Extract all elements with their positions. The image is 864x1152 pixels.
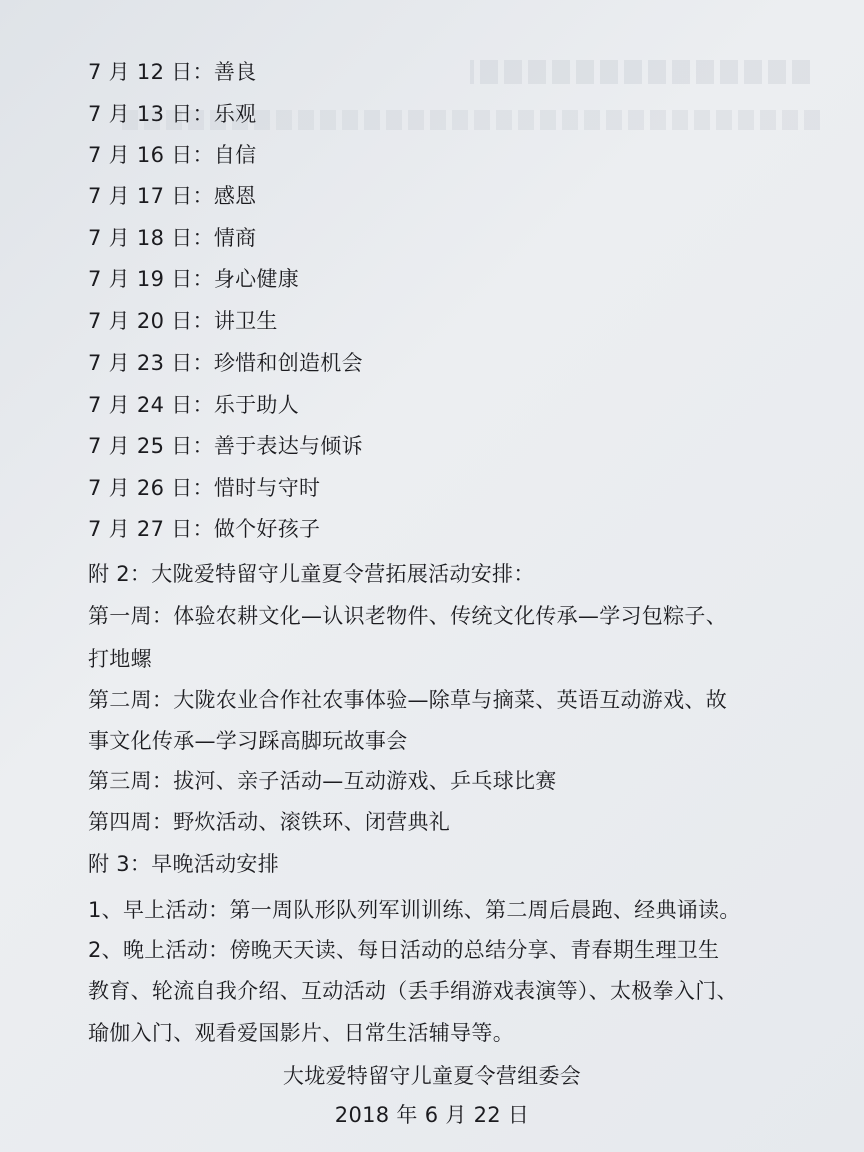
schedule-item: 7 月 19 日：身心健康 (88, 267, 300, 291)
appendix3-evening-line3: 瑜伽入门、观看爱国影片、日常生活辅导等。 (88, 1021, 514, 1045)
appendix3-title: 附 3：早晚活动安排 (88, 852, 280, 876)
signature-organization: 大垅爱特留守儿童夏令营组委会 (282, 1064, 582, 1088)
schedule-item: 7 月 16 日：自信 (88, 143, 257, 167)
appendix2-week1-line1: 第一周：体验农耕文化—认识老物件、传统文化传承—学习包粽子、 (88, 604, 727, 628)
appendix2-week2-line2: 事文化传承—学习踩高脚玩故事会 (88, 729, 408, 753)
schedule-item: 7 月 17 日：感恩 (88, 184, 257, 208)
appendix2-week3: 第三周：拔河、亲子活动—互动游戏、乒乓球比赛 (88, 769, 557, 793)
appendix2-week1-line2: 打地螺 (88, 647, 152, 671)
appendix3-morning: 1、早上活动：第一周队形队列军训训练、第二周后晨跑、经典诵读。 (88, 898, 741, 922)
appendix2-title: 附 2：大陇爱特留守儿童夏令营拓展活动安排： (88, 562, 535, 586)
schedule-item: 7 月 12 日：善良 (88, 60, 257, 84)
schedule-item: 7 月 26 日：惜时与守时 (88, 476, 321, 500)
schedule-item: 7 月 27 日：做个好孩子 (88, 517, 321, 541)
appendix3-evening-line1: 2、晚上活动：傍晚天天读、每日活动的总结分享、青春期生理卫生 (88, 938, 720, 962)
appendix2-week2-line1: 第二周：大陇农业合作社农事体验—除草与摘菜、英语互动游戏、故 (88, 688, 727, 712)
schedule-item: 7 月 20 日：讲卫生 (88, 309, 278, 333)
signature-date: 2018 年 6 月 22 日 (334, 1103, 530, 1127)
appendix2-week4: 第四周：野炊活动、滚铁环、闭营典礼 (88, 810, 451, 834)
schedule-item: 7 月 23 日：珍惜和创造机会 (88, 351, 363, 375)
appendix3-evening-line2: 教育、轮流自我介绍、互动活动（丢手绢游戏表演等）、太极拳入门、 (88, 979, 738, 1003)
schedule-item: 7 月 13 日：乐观 (88, 102, 257, 126)
bleed-through-texture (470, 60, 810, 84)
schedule-item: 7 月 24 日：乐于助人 (88, 393, 300, 417)
schedule-item: 7 月 25 日：善于表达与倾诉 (88, 434, 363, 458)
schedule-item: 7 月 18 日：情商 (88, 226, 257, 250)
